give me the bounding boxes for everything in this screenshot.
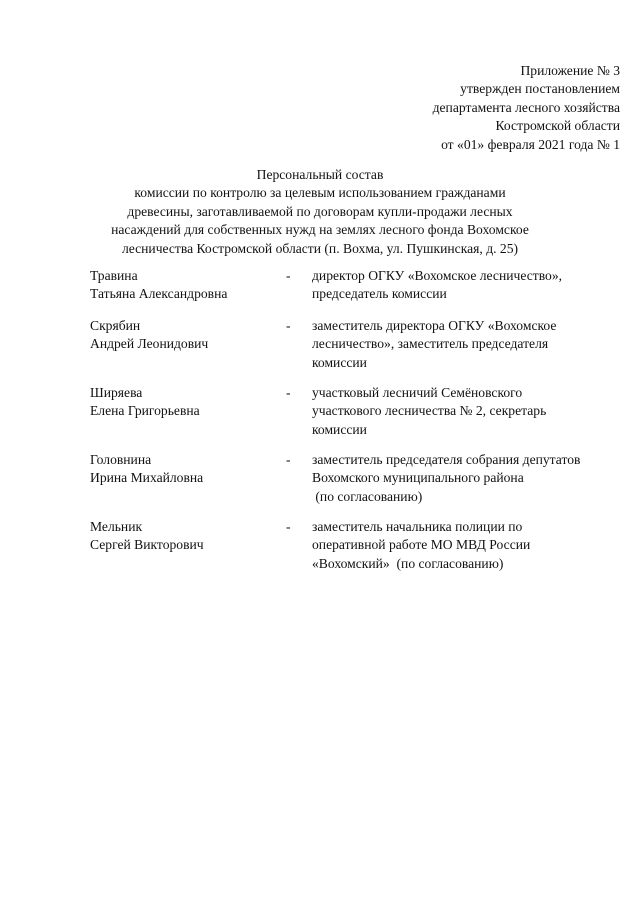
member-given-names: Андрей Леонидович: [90, 336, 209, 352]
role-line: «Вохомский» (по согласованию): [312, 555, 504, 571]
member-role: [312, 518, 530, 573]
member-surname: Головнина: [90, 452, 152, 467]
member-dash: -: [286, 268, 291, 283]
member-given-names: Сергей Викторович: [90, 537, 204, 553]
member-role: [312, 451, 580, 506]
member-dash: -: [286, 385, 291, 400]
role-line: заместитель директора ОГКУ «Вохомское: [312, 318, 557, 333]
appendix-number: Приложение № 3: [520, 63, 620, 78]
role-line: директор ОГКУ «Вохомское лесничество»,: [312, 268, 563, 283]
member-name: [90, 317, 208, 354]
region-line: Костромской области: [495, 118, 620, 134]
member-name: [90, 518, 204, 555]
member-role: [312, 384, 546, 439]
member-surname: Мельник: [90, 519, 143, 534]
title-line: древесины, заготавливаемой по договорам купли-продажи лесных: [127, 203, 513, 219]
member-dash: -: [286, 519, 291, 534]
member-dash: -: [286, 318, 291, 333]
role-line: заместитель начальника полиции по: [312, 519, 523, 534]
role-line: заместитель председателя собрания депутатов: [312, 452, 581, 467]
member-given-names: Ирина Михайловна: [90, 470, 204, 486]
approval-block: [433, 62, 620, 154]
role-line: участковый лесничий Семёновского: [312, 385, 523, 400]
member-name: [90, 267, 227, 304]
role-line: Вохомского муниципального района: [312, 470, 524, 486]
member-given-names: Татьяна Александровна: [90, 286, 228, 302]
member-name: [90, 384, 200, 421]
member-role: [312, 267, 562, 304]
department-line: департамента лесного хозяйства: [432, 99, 620, 115]
member-surname: Ширяева: [90, 385, 143, 400]
title-line: насаждений для собственных нужд на землях лесного фонда Вохомское: [111, 222, 529, 238]
role-line: оперативной работе МО МВД России: [312, 537, 531, 553]
title-line: лесничества Костромской области (п. Вохма, ул. Пушкинская, д. 25): [121, 240, 519, 256]
member-dash: -: [286, 452, 291, 467]
role-line: председатель комиссии: [312, 286, 447, 302]
role-line: комиссии: [312, 421, 367, 437]
role-line: комиссии: [312, 354, 367, 370]
member-surname: Скрябин: [90, 318, 141, 333]
member-role: [312, 317, 556, 372]
title-line: комиссии по контролю за целевым использованием гражданами: [134, 185, 506, 201]
role-line: (по согласованию): [312, 488, 423, 504]
member-name: [90, 451, 203, 488]
resolution-date-line: от «01» февраля 2021 года № 1: [441, 136, 620, 152]
member-surname: Травина: [90, 268, 138, 283]
role-line: лесничество», заместитель председателя: [312, 336, 549, 352]
approved-by-line: утвержден постановлением: [460, 81, 620, 97]
document-title: [0, 166, 640, 258]
title-line: Персональный состав: [256, 167, 384, 182]
member-given-names: Елена Григорьевна: [90, 403, 200, 419]
role-line: участкового лесничества № 2, секретарь: [312, 403, 547, 419]
